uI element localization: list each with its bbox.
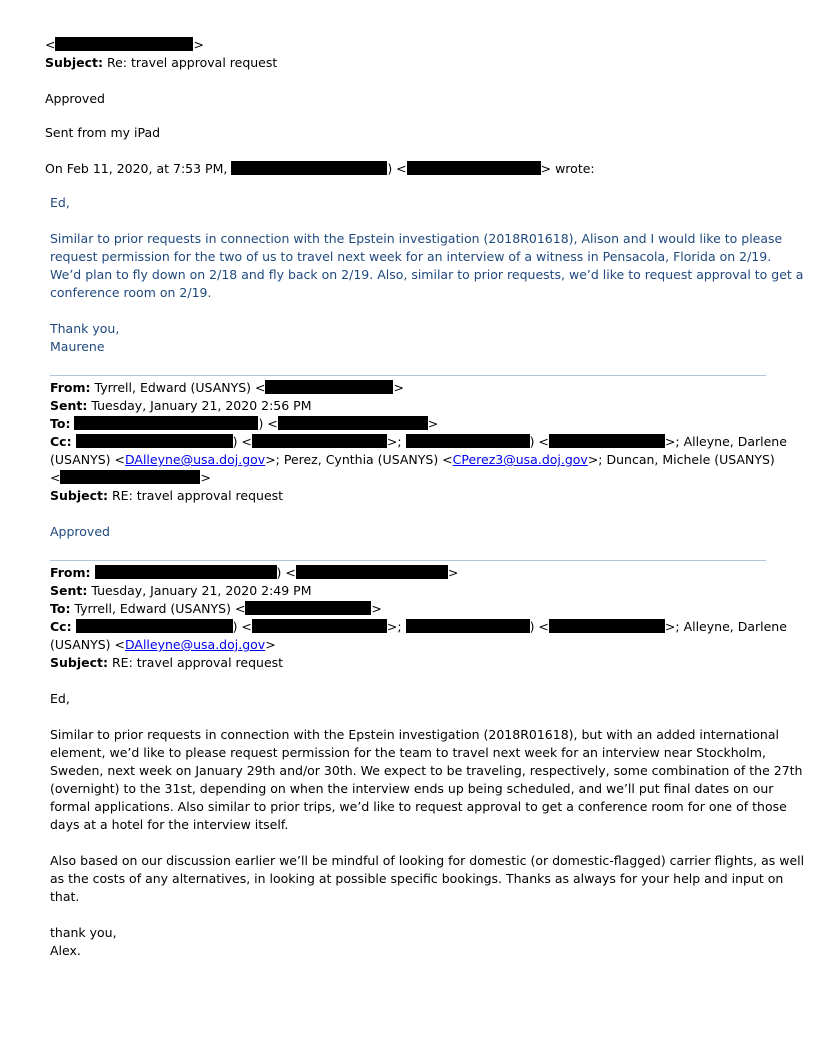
maurene-thanks: Thank you, [50, 321, 120, 336]
alex-para2-line: as the costs of any alternatives, in looking at possible specific bookings. Thanks as always for your help and input on [50, 871, 784, 886]
alex-para1-line: Similar to prior requests in connection with the Epstein investigation (2018R01618), but with an added international [50, 727, 779, 742]
alex-thanks: thank you, [50, 925, 117, 940]
alex-sent-line: Sent: Tuesday, January 21, 2020 2:49 PM [50, 583, 312, 598]
alex-to-line: To: Tyrrell, Edward (USANYS) < > [50, 601, 382, 616]
maurene-greeting: Ed, [50, 195, 70, 210]
maurene-body-line: request permission for the two of us to travel next week for an interview of a witness in Pensacola, Florida on 2/19. [50, 249, 772, 264]
redaction-bar [231, 161, 387, 175]
alex-para1-line: formal applications. Also similar to prior trips, we’d like to request approval to get a conference room for one of those [50, 799, 787, 814]
tyrrell-subject-line: Subject: RE: travel approval request [50, 488, 284, 503]
tyrrell-sent-line: Sent: Tuesday, January 21, 2020 2:56 PM [50, 398, 312, 413]
alex-para2-line: that. [50, 889, 80, 904]
alex-greeting: Ed, [50, 691, 70, 706]
email-link[interactable]: DAlleyne@usa.doj.gov [125, 637, 266, 652]
alex-para1-line: Sweden, next week on January 29th and/or 30th. We expect to be traveling, respectively, some combination of the 27th [50, 763, 803, 778]
alex-para1-line: (overnight) to the 31st, depending on when the interview ends up being scheduled, and we’ll put final dates on our [50, 781, 774, 796]
redaction-bar [74, 416, 258, 430]
alex-para1-line: days at a hotel for the interview itself. [50, 817, 289, 832]
redaction-bar [549, 434, 665, 448]
redaction-bar [407, 161, 541, 175]
tyrrell-cc-line-2: (USANYS) <DAlleyne@usa.doj.gov>; Perez, Cynthia (USANYS) <CPerez3@usa.doj.gov>; Duncan, Michele (USANYS) [50, 452, 775, 467]
redaction-bar [55, 37, 193, 51]
alex-para2-line: Also based on our discussion earlier we’ll be mindful of looking for domestic (or domestic-flagged) carrier flights, as well [50, 853, 805, 868]
redaction-bar [549, 619, 665, 633]
redaction-bar [76, 434, 233, 448]
tyrrell-cc-line: Cc: ) < >; ) < >; Alleyne, Darlene [50, 434, 787, 449]
redaction-bar [252, 619, 387, 633]
alex-cc-line-2: (USANYS) <DAlleyne@usa.doj.gov> [50, 637, 276, 652]
maurene-body-line: conference room on 2/19. [50, 285, 212, 300]
reply-sent-from: Sent from my iPad [45, 125, 161, 140]
alex-from-line: From: ) < > [50, 565, 459, 580]
redaction-bar [406, 434, 530, 448]
maurene-signature: Maurene [50, 339, 105, 354]
reply-wrote-line: On Feb 11, 2020, at 7:53 PM, ) < > wrote: [45, 161, 595, 176]
email-link[interactable]: DAlleyne@usa.doj.gov [125, 452, 266, 467]
maurene-body-line: Similar to prior requests in connection with the Epstein investigation (2018R01618), Alison and I would like to please [50, 231, 783, 246]
maurene-body-line: We’d plan to fly down on 2/18 and fly back on 2/19. Also, similar to prior requests, we’d like to request approval to get a [50, 267, 804, 282]
reply-approved: Approved [45, 91, 105, 106]
alex-cc-line: Cc: ) < >; ) < >; Alleyne, Darlene [50, 619, 787, 634]
alex-subject-line: Subject: RE: travel approval request [50, 655, 284, 670]
tyrrell-cc-line-3: < > [50, 470, 211, 485]
header-address-line: < > [45, 37, 204, 52]
redaction-bar [278, 416, 428, 430]
redaction-bar [296, 565, 448, 579]
redaction-bar [95, 565, 277, 579]
alex-para1-line: element, we’d like to please request permission for the team to travel next week for an interview near Stockholm, [50, 745, 766, 760]
email-separator [50, 560, 766, 561]
tyrrell-from-line: From: Tyrrell, Edward (USANYS) < > [50, 380, 404, 395]
redaction-bar [76, 619, 233, 633]
tyrrell-body: Approved [50, 524, 110, 539]
redaction-bar [406, 619, 530, 633]
redaction-bar [252, 434, 387, 448]
header-subject-line: Subject: Re: travel approval request [45, 55, 278, 70]
tyrrell-to-line: To: ) < > [50, 416, 439, 431]
redaction-bar [60, 470, 200, 484]
redaction-bar [265, 380, 393, 394]
email-link[interactable]: CPerez3@usa.doj.gov [452, 452, 588, 467]
alex-signature: Alex. [50, 943, 81, 958]
redaction-bar [245, 601, 371, 615]
email-separator [50, 375, 766, 376]
